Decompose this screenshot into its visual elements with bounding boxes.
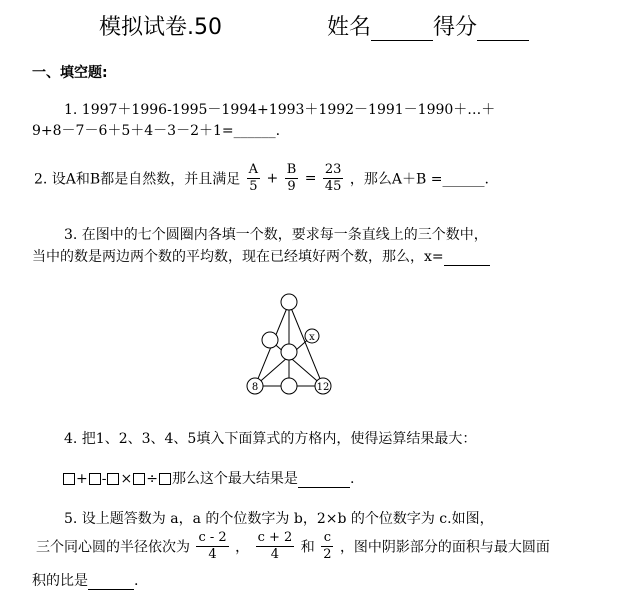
label-x: x [309, 332, 315, 343]
score-label: 得分 [433, 15, 478, 40]
q5-period: . [134, 573, 139, 589]
q5-f1-num: c - 2 [198, 530, 227, 545]
label-8: 8 [251, 382, 259, 393]
q4-op-divide: ÷ [146, 471, 158, 487]
q5-f3-den: 2 [323, 547, 332, 562]
q4-text: 那么这个最大结果是 [171, 471, 298, 487]
label-12: 12 [316, 382, 330, 393]
section-heading: 一、填空题: [32, 65, 108, 81]
q1-line1: 1. 1997＋1996-1995－1994+1993＋1992－1991－1990＋…＋ [64, 102, 496, 118]
circle-mid-left [262, 332, 278, 348]
circle-bottom-mid [281, 378, 297, 394]
q4-period: . [349, 471, 355, 487]
q5-prefix: 三个同心圆的半径依次为 [36, 539, 190, 556]
q5-f3-num: c [321, 530, 333, 547]
q2-f2-num: B [286, 162, 297, 177]
q2-fraction-b9 [285, 162, 299, 195]
q4-box-2[interactable] [89, 473, 101, 485]
q5-f1-den: 4 [208, 547, 217, 562]
q2-f1-den: 5 [249, 179, 258, 194]
q5-line1: 5. 设上题答数为 a，a 的个位数字为 b，2×b 的个位数字为 c.如图， [64, 511, 494, 527]
q5-fraction-1 [196, 530, 228, 563]
q4-line1: 4. 把1、2、3、4、5填入下面算式的方格内，使得运算结果最大： [64, 431, 477, 447]
q4-op-minus: - [101, 471, 107, 487]
q2-fraction-23-45 [323, 162, 344, 195]
q2-suffix: ，那么A＋B =______. [349, 171, 489, 188]
q5-line3-text: 积的比是 [32, 573, 88, 589]
q2-fraction-a5 [247, 162, 260, 195]
q4-box-5[interactable] [159, 473, 171, 485]
q2-line [34, 162, 489, 195]
q4-line2 [62, 468, 354, 488]
q2-f3-num: 23 [324, 162, 342, 177]
q5-f2-num: c + 2 [257, 530, 293, 545]
circle-diagram [240, 286, 340, 401]
q5-suffix: ，图中阴影部分的面积与最大圆面 [339, 539, 550, 556]
q2-equals: = [304, 170, 317, 187]
q5-sep: ， [235, 539, 250, 556]
q4-op-times: × [120, 471, 133, 487]
circle-top [281, 294, 297, 310]
q2-f1-num: A [248, 162, 259, 177]
name-field [327, 10, 529, 41]
q5-line2 [36, 530, 550, 563]
q4-blank[interactable] [298, 471, 350, 488]
q1-blank[interactable]: ______. [233, 123, 281, 139]
q5-blank[interactable] [88, 573, 134, 590]
q3-text: 当中的数是两边两个数的平均数，现在已经填好两个数，那么，x= [32, 249, 444, 265]
q3-line1: 3. 在图中的七个圆圈内各填一个数，要求每一条直线上的三个数中， [64, 227, 488, 243]
q5-and: 和 [300, 539, 315, 556]
q3-line2 [32, 246, 490, 266]
q1-expression: 9+8－7－6＋5＋4－3－2＋1= [32, 123, 234, 139]
exam-title: 模拟试卷.50 [99, 15, 222, 40]
q5-fraction-3 [321, 530, 333, 563]
q2-f3-den: 45 [324, 179, 342, 194]
name-label: 姓名 [327, 15, 372, 40]
q2-f2-den: 9 [287, 179, 296, 194]
q5-fraction-2 [256, 530, 295, 563]
q2-prefix: 2. 设A和B都是自然数，并且满足 [34, 171, 241, 188]
q2-plus: + [266, 170, 279, 187]
q3-blank[interactable] [444, 249, 490, 266]
q4-box-1[interactable] [63, 473, 75, 485]
diagram-line-diag1 [270, 340, 323, 386]
q4-box-3[interactable] [107, 473, 119, 485]
score-blank[interactable] [477, 20, 529, 41]
q5-line3 [32, 570, 138, 590]
q4-op-plus: + [76, 471, 88, 487]
name-blank[interactable] [371, 20, 433, 41]
q5-f2-den: 4 [270, 547, 280, 562]
q1-line2 [32, 120, 280, 140]
q4-box-4[interactable] [133, 473, 145, 485]
diagram-line-right [289, 303, 323, 386]
circle-center [281, 344, 297, 360]
